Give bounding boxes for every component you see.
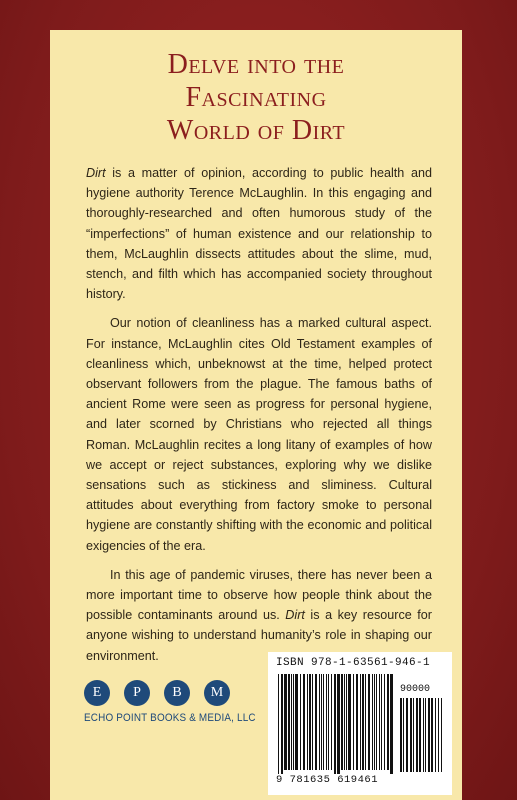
barcode-bar bbox=[293, 674, 294, 770]
headline-line-1: Delve into the bbox=[167, 49, 345, 80]
paragraph-1 bbox=[86, 163, 432, 304]
logo-circle-b: B bbox=[164, 680, 190, 706]
addon-bar bbox=[416, 698, 418, 772]
addon-bar bbox=[441, 698, 442, 772]
barcode-bar bbox=[360, 674, 361, 770]
book-title-italic: Dirt bbox=[285, 608, 305, 623]
paragraph-1-text: is a matter of opinion, according to public health and hygiene authority Terence McLaughlin. In this engaging and thoroughly-researched and often humorous study of the “imperfections” of human existence and our relationship to them, McLaughlin dissects attitudes about the slime, mud, stench, and filth which has accompanied society throughout history. bbox=[86, 166, 432, 302]
barcode-bar bbox=[348, 674, 351, 770]
barcode-bar bbox=[328, 674, 329, 770]
barcode-bar bbox=[319, 674, 320, 770]
barcode-box bbox=[268, 652, 452, 795]
paragraph-3-start: In this age of pandemic viruses, there has never been a more important time to observe how people think about the possible contaminants around us. bbox=[86, 567, 432, 623]
publisher-logo-circles bbox=[84, 680, 230, 706]
barcode-bar bbox=[295, 674, 298, 770]
logo-circle-e: E bbox=[84, 680, 110, 706]
barcode-bar bbox=[365, 674, 366, 770]
barcode-bar bbox=[379, 674, 380, 770]
headline-line-2: Fascinating bbox=[185, 82, 327, 113]
addon-bar bbox=[400, 698, 402, 772]
addon-bar bbox=[428, 698, 430, 772]
barcode-bar bbox=[390, 674, 393, 774]
addon-bar bbox=[438, 698, 439, 772]
barcode-bar bbox=[303, 674, 305, 770]
barcode-bar bbox=[331, 674, 332, 770]
barcode-bar bbox=[278, 674, 279, 774]
addon-bar bbox=[425, 698, 426, 772]
barcode-bar bbox=[288, 674, 290, 770]
barcode-bar bbox=[323, 674, 324, 770]
barcode-bar bbox=[376, 674, 377, 770]
barcode-bar bbox=[381, 674, 382, 770]
barcode-bar bbox=[344, 674, 345, 770]
barcode-bar bbox=[387, 674, 389, 770]
barcode-bar bbox=[312, 674, 313, 770]
barcode-bar bbox=[281, 674, 283, 774]
paragraph-3 bbox=[86, 565, 432, 666]
barcode-bar bbox=[384, 674, 385, 770]
barcode-bar bbox=[315, 674, 317, 770]
barcode-bar bbox=[309, 674, 311, 770]
publisher-logo bbox=[84, 680, 256, 755]
addon-bar bbox=[431, 698, 433, 772]
barcode-bar bbox=[356, 674, 358, 770]
addon-bar bbox=[413, 698, 414, 772]
barcode-bar bbox=[353, 674, 354, 770]
barcode-bar bbox=[300, 674, 301, 770]
logo-circle-m: M bbox=[204, 680, 230, 706]
logo-circle-p: P bbox=[124, 680, 150, 706]
barcode-bar bbox=[307, 674, 308, 770]
isbn-label: ISBN 978-1-63561-946-1 bbox=[276, 657, 431, 669]
headline bbox=[50, 48, 462, 147]
addon-bar bbox=[410, 698, 412, 772]
barcode-bar bbox=[326, 674, 327, 770]
book-title-italic: Dirt bbox=[86, 166, 106, 180]
barcode-bar bbox=[321, 674, 322, 770]
text-panel bbox=[50, 30, 462, 800]
headline-line-3: World of Dirt bbox=[166, 115, 346, 146]
barcode-bar bbox=[372, 674, 373, 770]
addon-bar bbox=[423, 698, 424, 772]
barcode-digits: 9 781635 619461 bbox=[276, 774, 379, 786]
barcode-bar bbox=[337, 674, 340, 774]
barcode-bar bbox=[341, 674, 343, 770]
description bbox=[86, 163, 432, 675]
price-addon-code: 90000 bbox=[400, 684, 431, 695]
paragraph-2: Our notion of cleanliness has a marked cultural aspect. For instance, McLaughlin cites Old Testament examples of cleanliness which, unbeknowst at the time, helped protect observant followers from the plague. The famous baths of ancient Rome were seen as progress for personal hygiene, and later scorned by Christians who rejected all things Roman. McLaughlin recites a long litany of examples of how we accept or reject substances, exploring why we dislike sensations such as stickiness and sliminess. Cultural attitudes about everything from factory smoke to personal hygiene are constantly shifting with the economic and political exigencies of the era. bbox=[86, 316, 432, 553]
paragraph-3-end: is a key resource for anyone wishing to understand humanity’s role in shaping our environment. bbox=[86, 608, 432, 663]
barcode-bar bbox=[368, 674, 370, 770]
barcode-bar bbox=[291, 674, 292, 770]
barcode-bar bbox=[334, 674, 336, 774]
addon-bar bbox=[406, 698, 408, 772]
barcode-bar bbox=[284, 674, 287, 770]
barcode-bar bbox=[374, 674, 375, 770]
addon-bar bbox=[435, 698, 436, 772]
addon-bar bbox=[403, 698, 404, 772]
publisher-name: ECHO POINT BOOKS & MEDIA, LLC bbox=[84, 712, 256, 724]
addon-bar bbox=[419, 698, 421, 772]
barcode-bar bbox=[362, 674, 364, 770]
barcode-bar bbox=[346, 674, 347, 770]
